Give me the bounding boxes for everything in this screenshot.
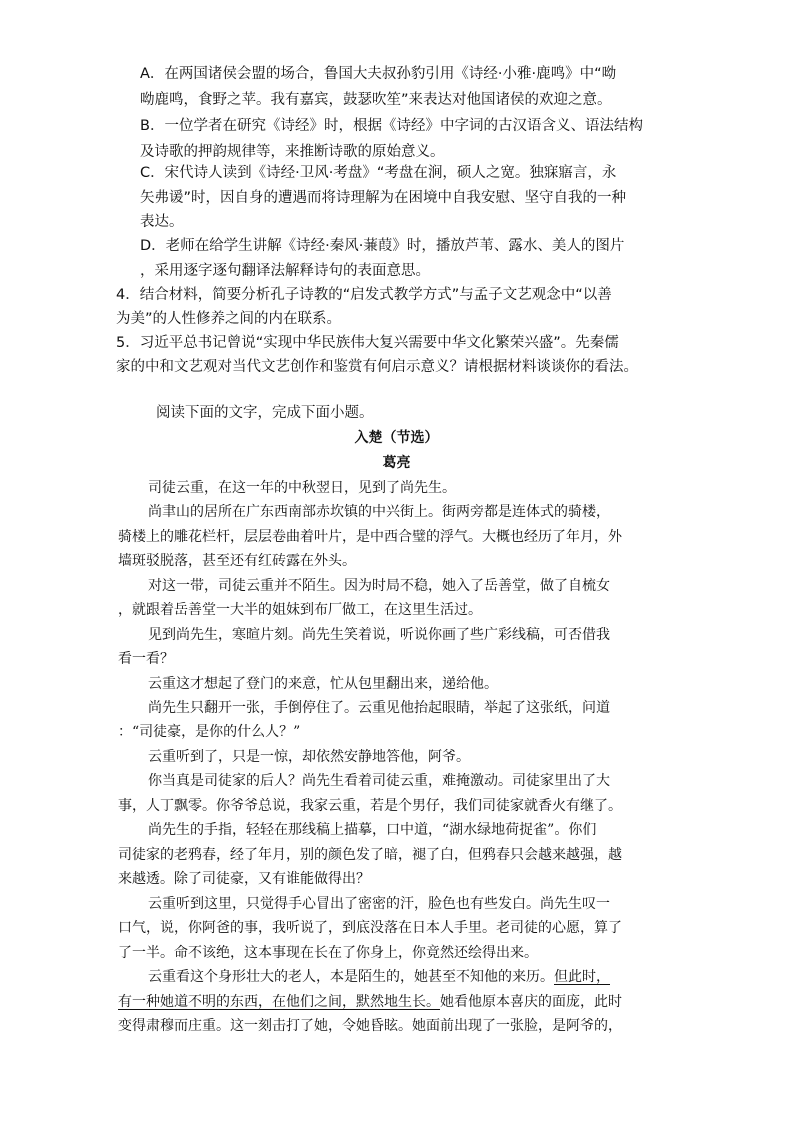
passage-paragraph-7: 云重听到了，只是一惊，却依然安静地答他，阿爷。 [148,749,470,765]
passage-paragraph-8-line-1: 你当真是司徒家的后人？尚先生看着司徒云重，难掩激动。司徒家里出了大 [148,773,610,789]
passage-paragraph-10-line-3: 了一半。命不该绝，这本事现在长在了你身上，你竟然还绘得出来。 [118,945,538,961]
question-3-option-a-line-1: A．在两国诸侯会盟的场合，鲁国大夫叔孙豹引用《诗经·小雅·鹿鸣》中“呦 [140,66,617,82]
question-3-option-c-line-2: 矢弗谖”时，因自身的遭遇而将诗理解为在困境中自我安慰、坚守自我的一种 [140,190,627,206]
passage-paragraph-1: 司徒云重，在这一年的中秋翌日，见到了尚先生。 [148,480,456,496]
passage-paragraph-10-line-1: 云重听到这里，只觉得手心冒出了密密的汗，脸色也有些发白。尚先生叹一 [148,896,610,912]
passage-title: 入楚（节选） [354,430,439,446]
passage-paragraph-3-line-1: 对这一带，司徒云重并不陌生。因为时局不稳，她入了岳善堂，做了自梳女 [148,578,610,594]
passage-paragraph-6-line-2: ：“司徒豪，是你的什么人？” [118,724,301,740]
passage-paragraph-11-line-3: 变得肃穆而庄重。这一刻击打了她，令她昏眩。她面前出现了一张脸，是阿爷的， [118,1018,622,1034]
paragraph-11-text: 云重看这个身形壮大的老人，本是陌生的，她甚至不知他的来历。 [148,969,554,985]
passage-paragraph-6-line-1: 尚先生只翻开一张，手倒停住了。云重见他抬起眼睛，举起了这张纸，问道 [148,700,610,716]
passage-paragraph-2-line-2: 骑楼上的雕花栏杆，层层卷曲着叶片，是中西合璧的浮气。大概也经历了年月，外 [118,529,622,545]
question-3-option-a-line-2: 呦鹿鸣，食野之苹。我有嘉宾，鼓瑟吹笙”来表达对他国诸侯的欢迎之意。 [140,92,612,108]
passage-paragraph-2-line-1: 尚聿山的居所在广东西南部赤坎镇的中兴街上。街两旁都是连体式的骑楼， [148,504,610,520]
passage-paragraph-9-line-1: 尚先生的手指，轻轻在那线稿上描摹，口中道，“湖水绿地荷捉雀”。你们 [148,822,597,838]
passage-paragraph-11-line-1 [148,967,610,987]
passage-paragraph-11-line-2 [118,992,622,1012]
passage-paragraph-4-line-2: 看一看？ [118,651,174,667]
passage-paragraph-5: 云重这才想起了登门的来意，忙从包里翻出来，递给他。 [148,676,498,692]
question-3-option-c-line-3: 表达。 [140,214,184,230]
underlined-sentence-part-1: 但此时， [554,969,610,985]
underlined-sentence-part-2: 有一种她道不明的东西，在他们之间，默然地生长。 [118,994,440,1010]
question-5-line-2: 家的中和文艺观对当代文艺创作和鉴赏有何启示意义？请根据材料谈谈你的看法。 [116,359,638,375]
question-3-option-b-line-2: 及诗歌的押韵规律等，来推断诗歌的原始意义。 [140,144,445,160]
question-5-line-1: 5．习近平总书记曾说“实现中华民族伟大复兴需要中华文化繁荣兴盛”。先秦儒 [116,335,619,351]
question-3-option-b-line-1: B．一位学者在研究《诗经》时，根据《诗经》中字词的古汉语含义、语法结构 [140,118,643,134]
question-3-option-d-line-1: D．老师在给学生讲解《诗经·秦风·蒹葭》时，播放芦苇、露水、美人的图片 [140,238,625,254]
paragraph-11-text-continued: 她看他原本喜庆的面庞，此时 [440,994,622,1010]
passage-paragraph-2-line-3: 墙斑驳脱落，甚至还有红砖露在外头。 [118,553,356,569]
passage-paragraph-8-line-2: 事，人丁飘零。你爷爷总说，我家云重，若是个男仔，我们司徒家就香火有继了。 [118,798,622,814]
question-3-option-d-line-2: ，采用逐字逐句翻译法解释诗句的表面意思。 [140,263,430,279]
question-4-line-2: 为美”的人性修养之间的内在联系。 [116,311,342,327]
question-3-option-c-line-1: C．宋代诗人读到《诗经·卫风·考盘》“考盘在涧，硕人之宽。独寐寤言，永 [140,165,617,181]
passage-paragraph-9-line-2: 司徒家的老鸦春，经了年月，别的颜色发了暗，褪了白，但鸦春只会越来越强，越 [118,847,622,863]
question-4-line-1: 4．结合材料，简要分析孔子诗教的“启发式教学方式”与孟子文艺观念中“以善 [116,287,612,303]
reading-instruction: 阅读下面的文字，完成下面小题。 [156,405,374,421]
passage-author: 葛亮 [382,455,411,471]
passage-paragraph-3-line-2: ，就跟着岳善堂一大半的姐妹到布厂做工，在这里生活过。 [118,602,482,618]
passage-paragraph-10-line-2: 口气，说，你阿爸的事，我听说了，到底没落在日本人手里。老司徒的心愿，算了 [118,920,622,936]
passage-paragraph-4-line-1: 见到尚先生，寒暄片刻。尚先生笑着说，听说你画了些广彩线稿，可否借我 [148,627,610,643]
passage-paragraph-9-line-3: 来越透。除了司徒豪，又有谁能做得出？ [118,871,370,887]
